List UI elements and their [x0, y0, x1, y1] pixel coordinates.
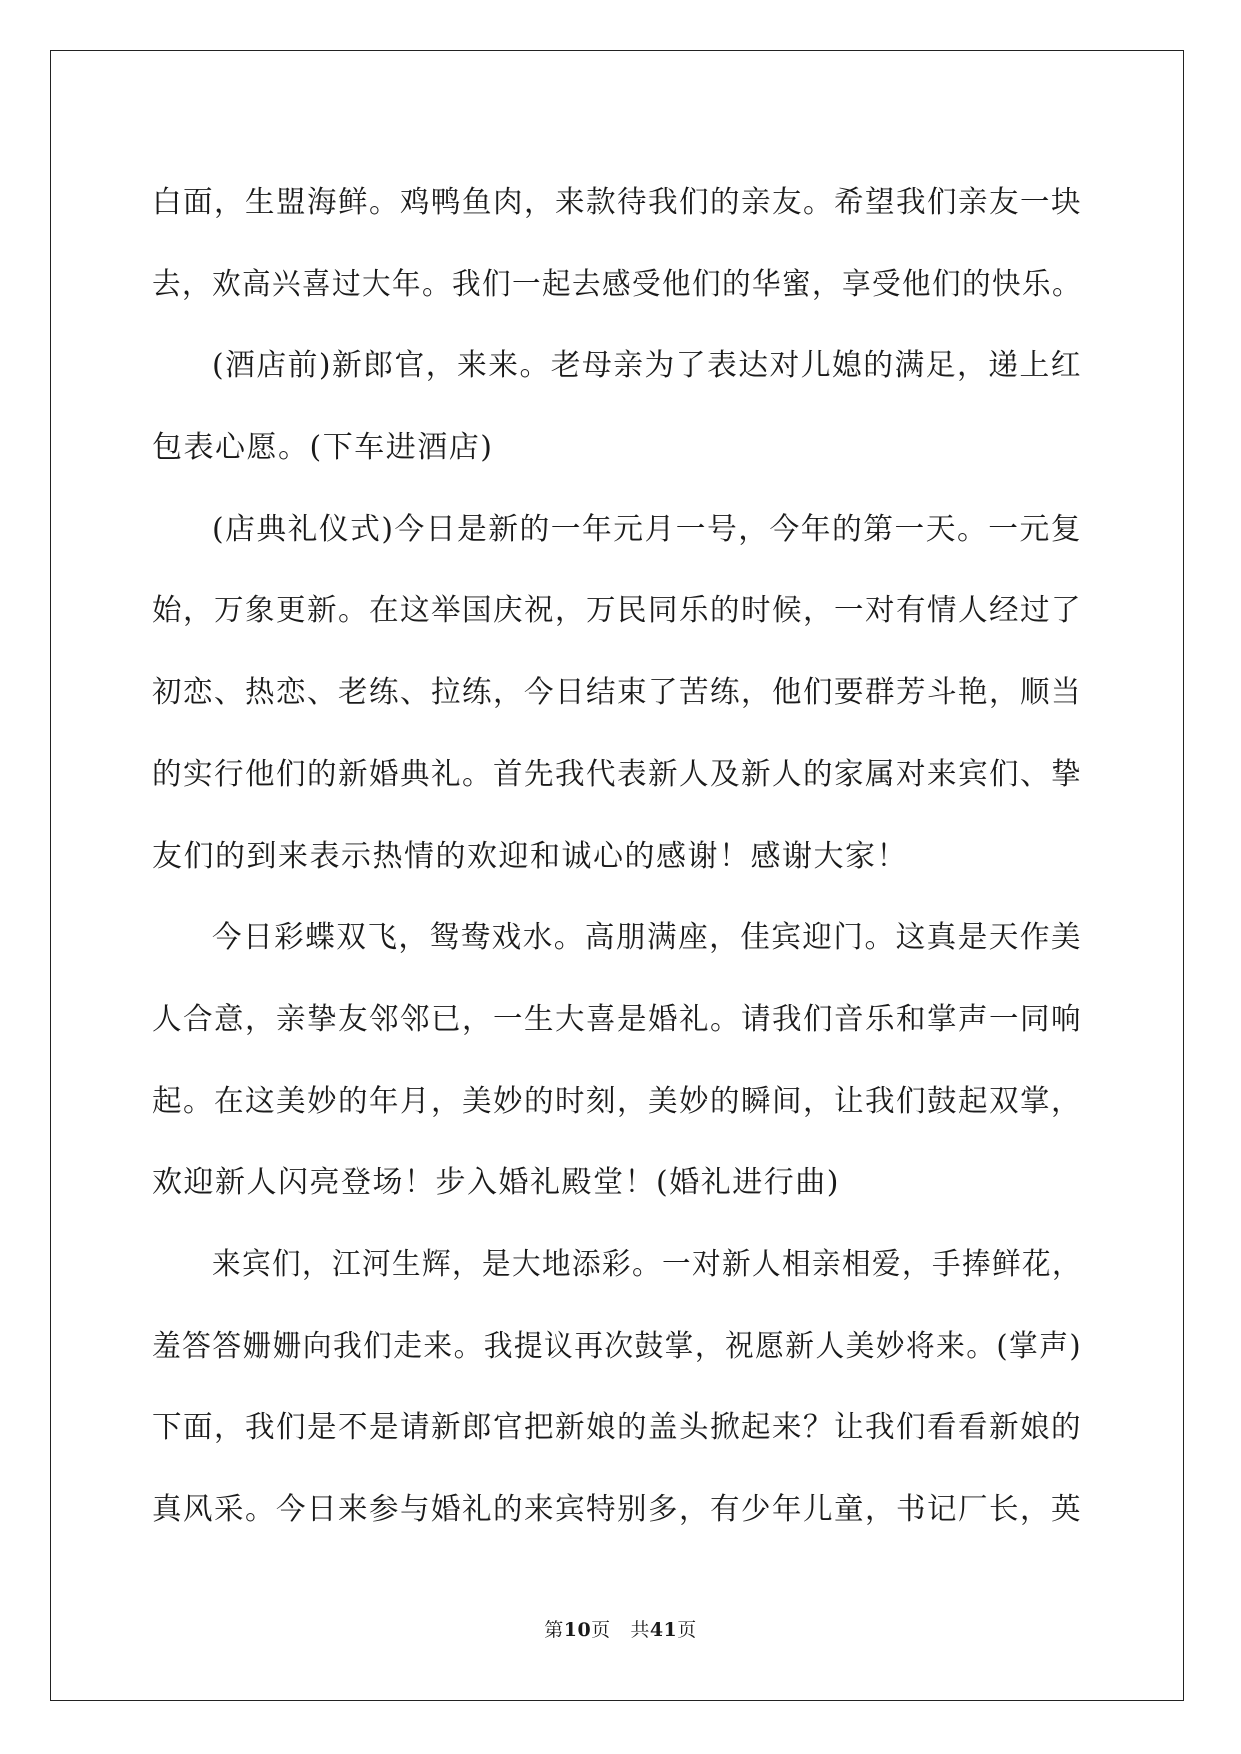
footer-prefix: 第 — [544, 1619, 564, 1641]
text-line-2: 去，欢高兴喜过大年。我们一起去感受他们的华蜜，享受他们的快乐。 — [152, 266, 1082, 302]
current-page-number: 10 — [563, 1619, 592, 1641]
text-line-12: 起。在这美妙的年月，美妙的时刻，美妙的瞬间，让我们鼓起双掌， — [152, 1083, 1082, 1119]
text-line-4: 包表心愿。(下车进酒店) — [152, 430, 494, 466]
text-line-3: (酒店前)新郎官，来来。老母亲为了表达对儿媳的满足，递上红 — [212, 348, 1082, 384]
text-line-1: 白面，生盟海鲜。鸡鸭鱼肉，来款待我们的亲友。希望我们亲友一块 — [152, 185, 1082, 220]
footer-total-unit: 页 — [677, 1619, 697, 1641]
text-line-15: 羞答答姗姗向我们走来。我提议再次鼓掌，祝愿新人美妙将来。(掌声) — [152, 1328, 1082, 1364]
text-line-7: 初恋、热恋、老练、拉练，今日结束了苦练，他们要群芳斗艳，顺当 — [152, 675, 1082, 711]
text-line-16: 下面，我们是不是请新郎官把新娘的盖头掀起来？让我们看看新娘的 — [152, 1410, 1082, 1446]
footer-total-prefix: 共 — [630, 1619, 650, 1641]
text-line-14: 来宾们，江河生辉，是大地添彩。一对新人相亲相爱，手捧鲜花， — [212, 1246, 1082, 1282]
footer-page-unit: 页 — [591, 1619, 611, 1641]
text-line-13: 欢迎新人闪亮登场！步入婚礼殿堂！(婚礼进行曲) — [152, 1165, 840, 1201]
page-footer — [0, 1615, 1241, 1642]
text-line-10: 今日彩蝶双飞，鸳鸯戏水。高朋满座，佳宾迎门。这真是天作美 — [212, 920, 1082, 956]
text-line-5: (店典礼仪式)今日是新的一年元月一号，今年的第一天。一元复 — [212, 511, 1082, 547]
text-line-8: 的实行他们的新婚典礼。首先我代表新人及新人的家属对来宾们、挚 — [152, 756, 1082, 792]
document-body — [152, 162, 1082, 1551]
text-line-9: 友们的到来表示热情的欢迎和诚心的感谢！感谢大家！ — [152, 838, 908, 874]
total-pages-number: 41 — [649, 1619, 678, 1641]
text-line-11: 人合意，亲挚友邻邻已，一生大喜是婚礼。请我们音乐和掌声一同响 — [152, 1001, 1082, 1037]
text-line-6: 始，万象更新。在这举国庆祝，万民同乐的时候，一对有情人经过了 — [152, 593, 1082, 629]
text-line-17: 真风采。今日来参与婚礼的来宾特别多，有少年儿童，书记厂长，英 — [152, 1492, 1082, 1527]
